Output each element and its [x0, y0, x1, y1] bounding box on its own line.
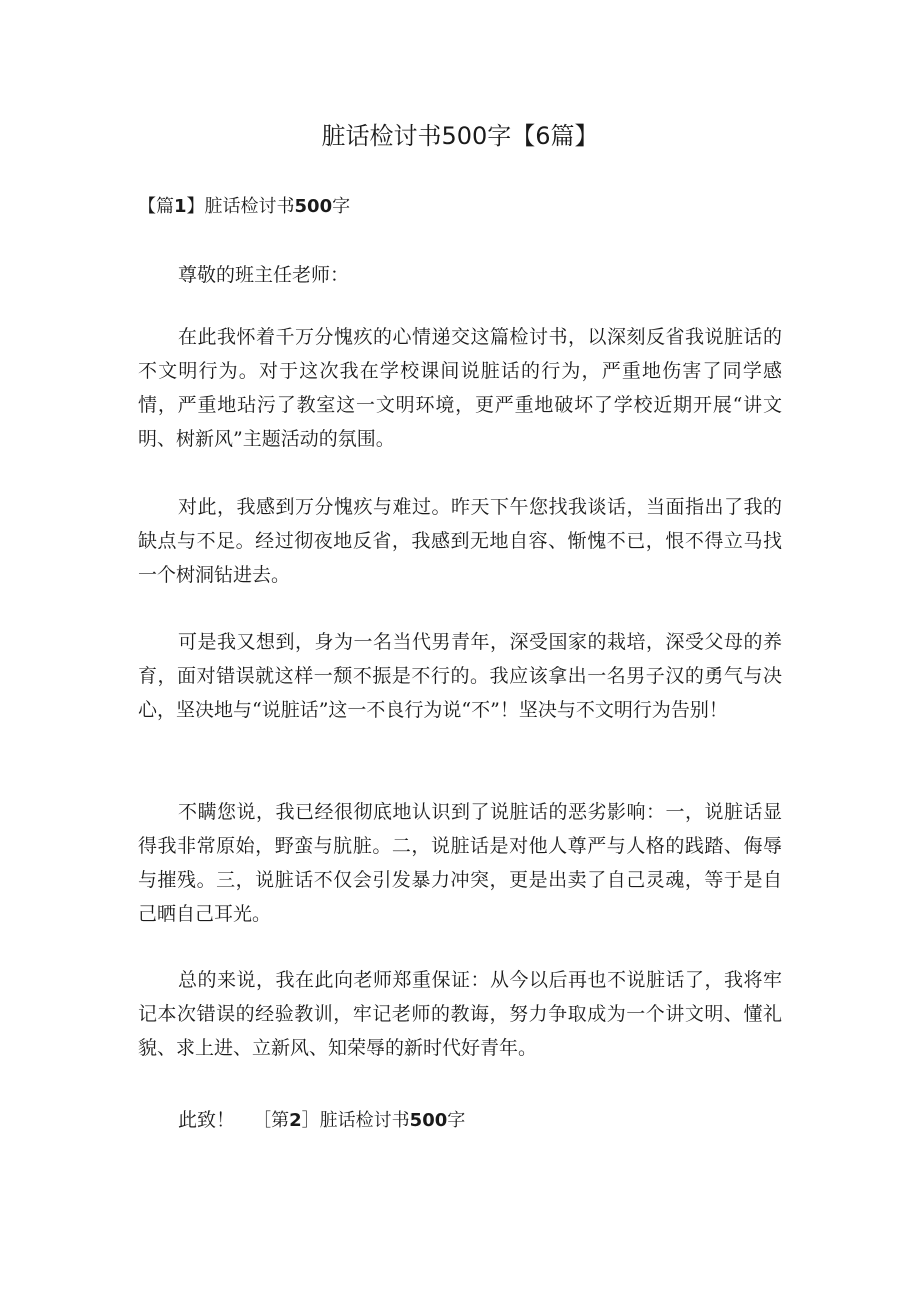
section-heading	[138, 190, 350, 224]
paragraph: 可是我又想到，身为一名当代男青年，深受国家的栽培，深受父母的养育，面对错误就这样一颓不振是不行的。我应该拿出一名男子汉的勇气与决心，坚决地与“说脏话”这一不良行为说“不”！坚决与不文明行为告别！	[138, 631, 782, 721]
section-word-count: 500	[294, 196, 333, 217]
paragraph: 对此，我感到万分愧疚与难过。昨天下午您找我谈话，当面指出了我的缺点与不足。经过彻夜地反省，我感到无地自容、惭愧不已，恨不得立马找一个树洞钻进去。	[138, 496, 782, 586]
next-section-number: 2	[289, 1110, 302, 1131]
paragraph: 在此我怀着千万分愧疚的心情递交这篇检讨书，以深刻反省我说脏话的不文明行为。对于这次我在学校课间说脏话的行为，严重地伤害了同学感情，严重地玷污了教室这一文明环境，更严重地破坏了学校近期开展“讲文明、树新风”主题活动的氛围。	[138, 326, 782, 450]
next-section-suffix: ］脏话检讨书	[301, 1110, 410, 1131]
paragraph: 总的来说，我在此向老师郑重保证：从今以后再也不说脏话了，我将牢记本次错误的经验教训，牢记老师的教诲，努力争取成为一个讲文明、懂礼貌、求上进、立新风、知荣辱的新时代好青年。	[138, 969, 782, 1059]
section-heading-suffix: 】脏话检讨书	[186, 196, 295, 217]
section-heading-unit: 字	[332, 196, 351, 217]
section-heading-prefix: 【篇	[138, 196, 174, 217]
document-title: 脏话检讨书500字【6篇】	[321, 122, 599, 150]
closing-text: 此致！	[178, 1109, 236, 1131]
section-number: 1	[174, 196, 187, 217]
next-section-word-count: 500	[409, 1110, 448, 1131]
salutation: 尊敬的班主任老师：	[178, 264, 350, 286]
paragraph: 不瞒您说，我已经很彻底地认识到了说脏话的恶劣影响：一，说脏话显得我非常原始，野蛮与肮脏。二，说脏话是对他人尊严与人格的践踏、侮辱与摧残。三，说脏话不仅会引发暴力冲突，更是出卖了自己灵魂，等于是自己晒自己耳光。	[138, 801, 782, 925]
next-section-heading	[253, 1110, 465, 1131]
closing-line	[138, 1103, 782, 1138]
next-section-prefix: ［第	[253, 1110, 290, 1131]
next-section-unit: 字	[447, 1110, 466, 1131]
